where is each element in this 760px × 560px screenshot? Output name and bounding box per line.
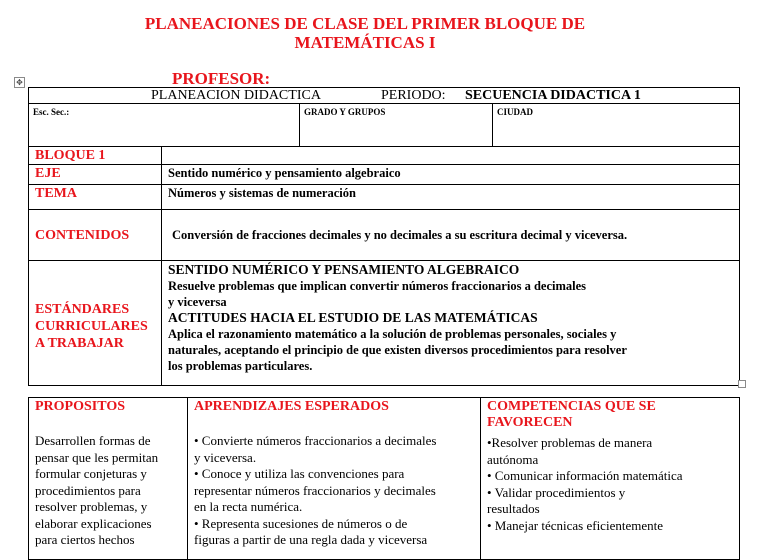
planning-table [28,87,740,386]
eje-value[interactable]: Sentido numérico y pensamiento algebraico [162,165,740,185]
estandares-label: ESTÁNDARES CURRICULARES A TRABAJAR [29,261,162,386]
bloque-value[interactable] [162,147,740,165]
competencia-item: • Comunicar información matemática [487,468,683,483]
aprendizajes-cell[interactable] [188,398,481,560]
objectives-table [28,397,740,560]
tema-value[interactable]: Números y sistemas de numeración [162,185,740,210]
estandares-heading-1: SENTIDO NUMÉRICO Y PENSAMIENTO ALGEBRAICO [168,262,520,277]
aprendizaje-item: • Convierte números fraccionarios a decimales y viceversa. [194,433,437,465]
eje-label: EJE [29,165,162,185]
estandares-value[interactable]: SENTIDO NUMÉRICO Y PENSAMIENTO ALGEBRAICO Resuelve problemas que implican convertir números fraccionarios a decimales y viceversa ACTITUDES HACIA EL ESTUDIO DE LAS MATEMÁTICAS Aplica el razonamiento matemático a la solución de problemas personales, sociales y naturales, aceptando el principio de que existen diversos procedimientos para resolver los problemas particulares. [162,261,740,386]
document-title-line2: MATEMÁTICAS I [294,33,436,52]
aprendizaje-item: • Representa sucesiones de números o de figuras a partir de una regla dada y viceversa [194,515,428,547]
periodo-label: PERIODO: [381,88,446,103]
aprendizajes-heading: APRENDIZAJES ESPERADOS [194,399,389,414]
propositos-heading: PROPOSITOS [35,399,125,414]
profesor-label: PROFESOR: [172,69,271,88]
bloque-label: BLOQUE 1 [29,147,162,165]
secuencia-label: SECUENCIA DIDACTICA 1 [465,88,641,103]
ciudad-cell[interactable]: CIUDAD [493,104,740,147]
competencias-cell[interactable]: COMPETENCIAS QUE SE FAVORECEN •Resolver problemas de manera autónoma • Comunicar información matemática • Validar procedimientos y resultados • Manejar técnicas eficientemente [481,398,740,560]
table-resize-handle-icon[interactable] [738,380,746,388]
table-move-handle-icon[interactable]: ✥ [14,77,25,88]
esc-sec-cell[interactable]: Esc. Sec.: [29,104,300,147]
contenidos-value[interactable]: Conversión de fracciones decimales y no decimales a su escritura decimal y viceversa. [162,210,740,261]
document-title-line1: PLANEACIONES DE CLASE DEL PRIMER BLOQUE DE [144,14,586,33]
tema-label: TEMA [29,185,162,210]
header-row [29,88,740,104]
propositos-cell[interactable]: PROPOSITOS Desarrollen formas de pensar que les permitan formular conjeturas y procedimientos para resolver problemas, y elaborar explicaciones para ciertos hechos [29,398,188,560]
estandares-heading-2: ACTITUDES HACIA EL ESTUDIO DE LAS MATEMÁTICAS [168,310,538,325]
competencias-heading: COMPETENCIAS QUE SE [487,399,656,414]
planeacion-label: PLANEACION DIDACTICA [151,88,321,103]
aprendizaje-item: • Conoce y utiliza las convenciones para representar números fraccionarios y decimales en la recta numérica. [194,466,436,514]
grado-cell[interactable]: GRADO Y GRUPOS [300,104,493,147]
competencia-item: •Resolver problemas de manera autónoma [487,435,653,467]
contenidos-label: CONTENIDOS [29,210,162,261]
competencia-item: • Validar procedimientos y resultados [487,484,626,516]
competencia-item: • Manejar técnicas eficientemente [487,517,663,533]
